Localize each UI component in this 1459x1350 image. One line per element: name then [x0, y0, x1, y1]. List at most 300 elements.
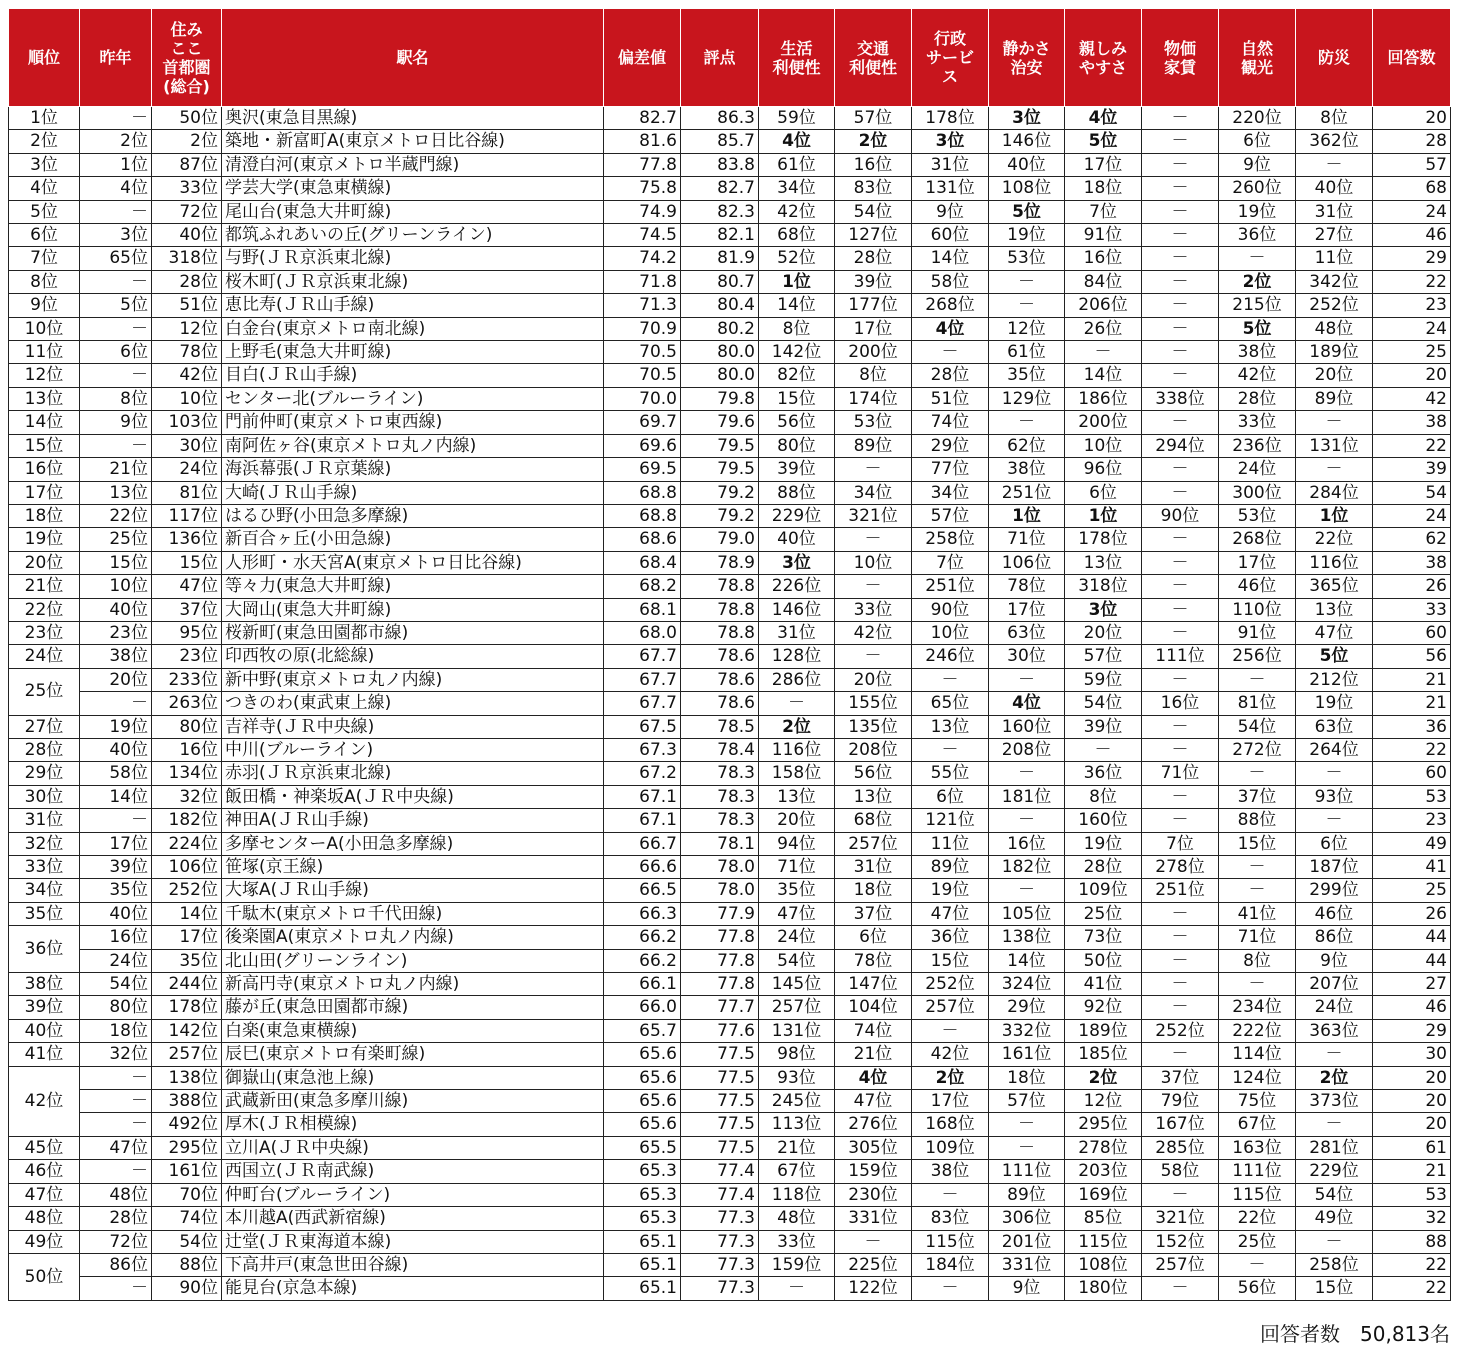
cell-n: 23: [1373, 809, 1451, 832]
cell-sumi: 244位: [152, 973, 222, 996]
cell-station: 多摩センターA(小田急多摩線): [222, 832, 604, 855]
table-row: [9, 575, 1451, 598]
cell-sumi: 35位: [152, 949, 222, 972]
cell-rank: 4位: [9, 177, 80, 200]
cell-n: 29: [1373, 1019, 1451, 1042]
cell-station: 白金台(東京メトロ南北線): [222, 317, 604, 340]
cell-quiet: －: [989, 1113, 1065, 1136]
cell-disaster: －: [1296, 809, 1373, 832]
cell-sumi: 28位: [152, 270, 222, 293]
cell-n: 25: [1373, 341, 1451, 364]
cell-rank: 48位: [9, 1207, 80, 1230]
cell-disaster: 11位: [1296, 247, 1373, 270]
cell-life: 71位: [759, 856, 835, 879]
cell-life: 33位: [759, 1230, 835, 1253]
cell-sumi: 388位: [152, 1090, 222, 1113]
cell-nature: 220位: [1219, 107, 1296, 130]
cell-score: 78.8: [681, 575, 759, 598]
cell-price: －: [1142, 341, 1219, 364]
cell-nature: 114位: [1219, 1043, 1296, 1066]
cell-nature: －: [1219, 762, 1296, 785]
cell-friend: 39位: [1065, 715, 1142, 738]
table-row: [9, 1090, 1451, 1113]
cell-friend: 4位: [1065, 107, 1142, 130]
cell-admin: 14位: [912, 247, 989, 270]
cell-prev: 8位: [80, 387, 152, 410]
cell-quiet: 160位: [989, 715, 1065, 738]
table-row: [9, 387, 1451, 410]
cell-dev: 65.3: [604, 1207, 681, 1230]
cell-admin: －: [912, 738, 989, 761]
cell-score: 78.0: [681, 856, 759, 879]
cell-prev: －: [80, 364, 152, 387]
cell-price: 251位: [1142, 879, 1219, 902]
cell-sumi: 47位: [152, 575, 222, 598]
cell-dev: 70.0: [604, 387, 681, 410]
cell-rank: 13位: [9, 387, 80, 410]
cell-admin: 58位: [912, 270, 989, 293]
cell-disaster: 15位: [1296, 1277, 1373, 1300]
cell-trans: 208位: [835, 738, 912, 761]
cell-nature: －: [1219, 856, 1296, 879]
cell-trans: 135位: [835, 715, 912, 738]
cell-dev: 65.3: [604, 1160, 681, 1183]
cell-quiet: 9位: [989, 1277, 1065, 1300]
cell-life: 47位: [759, 902, 835, 925]
cell-price: 152位: [1142, 1230, 1219, 1253]
cell-life: 286位: [759, 668, 835, 691]
cell-price: 278位: [1142, 856, 1219, 879]
cell-trans: 174位: [835, 387, 912, 410]
cell-friend: 12位: [1065, 1090, 1142, 1113]
cell-trans: 122位: [835, 1277, 912, 1300]
cell-price: －: [1142, 1277, 1219, 1300]
cell-dev: 81.6: [604, 130, 681, 153]
cell-price: －: [1142, 809, 1219, 832]
cell-prev: 1位: [80, 153, 152, 176]
cell-rank: 27位: [9, 715, 80, 738]
cell-score: 78.1: [681, 832, 759, 855]
cell-admin: 17位: [912, 1090, 989, 1113]
cell-friend: 14位: [1065, 364, 1142, 387]
cell-dev: 66.2: [604, 949, 681, 972]
cell-sumi: 50位: [152, 107, 222, 130]
cell-friend: 13位: [1065, 551, 1142, 574]
cell-price: 71位: [1142, 762, 1219, 785]
cell-admin: 51位: [912, 387, 989, 410]
cell-disaster: 93位: [1296, 785, 1373, 808]
cell-quiet: 105位: [989, 902, 1065, 925]
cell-friend: 18位: [1065, 177, 1142, 200]
table-row: [9, 1019, 1451, 1042]
cell-disaster: 9位: [1296, 949, 1373, 972]
cell-nature: 17位: [1219, 551, 1296, 574]
cell-trans: 331位: [835, 1207, 912, 1230]
cell-prev: 5位: [80, 294, 152, 317]
cell-station: 吉祥寺(ＪＲ中央線): [222, 715, 604, 738]
cell-station: 千駄木(東京メトロ千代田線): [222, 902, 604, 925]
cell-n: 32: [1373, 1207, 1451, 1230]
cell-disaster: 40位: [1296, 177, 1373, 200]
cell-friend: 2位: [1065, 1066, 1142, 1089]
cell-price: 321位: [1142, 1207, 1219, 1230]
cell-admin: 246位: [912, 645, 989, 668]
cell-quiet: 12位: [989, 317, 1065, 340]
cell-life: 61位: [759, 153, 835, 176]
cell-life: 113位: [759, 1113, 835, 1136]
cell-station: 辻堂(ＪＲ東海道本線): [222, 1230, 604, 1253]
cell-quiet: 251位: [989, 481, 1065, 504]
cell-admin: 34位: [912, 481, 989, 504]
cell-trans: 17位: [835, 317, 912, 340]
table-row: [9, 1136, 1451, 1159]
cell-quiet: 63位: [989, 621, 1065, 644]
cell-friend: 57位: [1065, 645, 1142, 668]
cell-life: 146位: [759, 598, 835, 621]
cell-dev: 75.8: [604, 177, 681, 200]
cell-dev: 66.0: [604, 996, 681, 1019]
cell-nature: 22位: [1219, 1207, 1296, 1230]
cell-life: －: [759, 1277, 835, 1300]
cell-n: 20: [1373, 1090, 1451, 1113]
cell-admin: 184位: [912, 1253, 989, 1276]
cell-score: 79.2: [681, 504, 759, 527]
cell-disaster: 24位: [1296, 996, 1373, 1019]
table-row: [9, 107, 1451, 130]
cell-life: 245位: [759, 1090, 835, 1113]
cell-life: 67位: [759, 1160, 835, 1183]
cell-price: －: [1142, 575, 1219, 598]
cell-rank: 1位: [9, 107, 80, 130]
table-row: [9, 1183, 1451, 1206]
cell-price: －: [1142, 481, 1219, 504]
cell-prev: －: [80, 1090, 152, 1113]
cell-station: 御嶽山(東急池上線): [222, 1066, 604, 1089]
cell-admin: 115位: [912, 1230, 989, 1253]
cell-station: 南阿佐ヶ谷(東京メトロ丸ノ内線): [222, 434, 604, 457]
cell-n: 61: [1373, 1136, 1451, 1159]
cell-quiet: 138位: [989, 926, 1065, 949]
cell-prev: 14位: [80, 785, 152, 808]
cell-nature: 71位: [1219, 926, 1296, 949]
cell-life: 56位: [759, 411, 835, 434]
cell-trans: 155位: [835, 692, 912, 715]
cell-disaster: 373位: [1296, 1090, 1373, 1113]
cell-admin: 251位: [912, 575, 989, 598]
cell-rank: 8位: [9, 270, 80, 293]
cell-life: 98位: [759, 1043, 835, 1066]
cell-rank: 23位: [9, 621, 80, 644]
cell-sumi: 87位: [152, 153, 222, 176]
cell-quiet: 324位: [989, 973, 1065, 996]
cell-dev: 65.7: [604, 1019, 681, 1042]
cell-n: 21: [1373, 668, 1451, 691]
cell-sumi: 257位: [152, 1043, 222, 1066]
ranking-table: [8, 8, 1451, 1301]
cell-prev: 38位: [80, 645, 152, 668]
cell-admin: 178位: [912, 107, 989, 130]
cell-dev: 68.0: [604, 621, 681, 644]
cell-life: 21位: [759, 1136, 835, 1159]
cell-disaster: 363位: [1296, 1019, 1373, 1042]
cell-price: －: [1142, 551, 1219, 574]
cell-dev: 66.1: [604, 973, 681, 996]
cell-station: 桜新町(東急田園都市線): [222, 621, 604, 644]
cell-prev: 23位: [80, 621, 152, 644]
cell-n: 38: [1373, 411, 1451, 434]
cell-disaster: 5位: [1296, 645, 1373, 668]
cell-rank: 46位: [9, 1160, 80, 1183]
cell-prev: 20位: [80, 668, 152, 691]
table-row: [9, 177, 1451, 200]
cell-nature: －: [1219, 1253, 1296, 1276]
cell-dev: 68.6: [604, 528, 681, 551]
cell-n: 60: [1373, 762, 1451, 785]
cell-prev: －: [80, 1277, 152, 1300]
cell-quiet: 161位: [989, 1043, 1065, 1066]
cell-dev: 67.2: [604, 762, 681, 785]
cell-admin: －: [912, 341, 989, 364]
cell-price: 257位: [1142, 1253, 1219, 1276]
cell-admin: 2位: [912, 1066, 989, 1089]
cell-station: 本川越A(西武新宿線): [222, 1207, 604, 1230]
cell-price: －: [1142, 270, 1219, 293]
cell-trans: 57位: [835, 107, 912, 130]
cell-n: 56: [1373, 645, 1451, 668]
cell-price: －: [1142, 528, 1219, 551]
cell-n: 38: [1373, 551, 1451, 574]
cell-prev: 40位: [80, 598, 152, 621]
table-row: [9, 1043, 1451, 1066]
cell-prev: 21位: [80, 458, 152, 481]
cell-disaster: 264位: [1296, 738, 1373, 761]
cell-admin: 74位: [912, 411, 989, 434]
cell-price: 294位: [1142, 434, 1219, 457]
cell-trans: －: [835, 528, 912, 551]
cell-life: －: [759, 692, 835, 715]
cell-price: 167位: [1142, 1113, 1219, 1136]
cell-friend: 26位: [1065, 317, 1142, 340]
header-deviation: 偏差値: [604, 9, 681, 107]
cell-dev: 65.3: [604, 1183, 681, 1206]
cell-disaster: －: [1296, 458, 1373, 481]
cell-sumi: 14位: [152, 902, 222, 925]
cell-score: 86.3: [681, 107, 759, 130]
cell-n: 54: [1373, 481, 1451, 504]
cell-sumi: 182位: [152, 809, 222, 832]
cell-prev: －: [80, 809, 152, 832]
cell-price: －: [1142, 294, 1219, 317]
cell-prev: 28位: [80, 1207, 152, 1230]
table-row: [9, 504, 1451, 527]
cell-price: －: [1142, 247, 1219, 270]
table-row: [9, 598, 1451, 621]
cell-prev: －: [80, 1113, 152, 1136]
cell-rank: 17位: [9, 481, 80, 504]
cell-price: －: [1142, 949, 1219, 972]
table-row: [9, 785, 1451, 808]
cell-friend: 295位: [1065, 1113, 1142, 1136]
header-prev-year: 昨年: [80, 9, 152, 107]
cell-station: 藤が丘(東急田園都市線): [222, 996, 604, 1019]
cell-admin: 90位: [912, 598, 989, 621]
table-row: [9, 1066, 1451, 1089]
cell-friend: 92位: [1065, 996, 1142, 1019]
cell-n: 44: [1373, 926, 1451, 949]
cell-nature: 260位: [1219, 177, 1296, 200]
cell-friend: 20位: [1065, 621, 1142, 644]
table-row: [9, 832, 1451, 855]
cell-disaster: 365位: [1296, 575, 1373, 598]
cell-dev: 74.2: [604, 247, 681, 270]
cell-nature: 215位: [1219, 294, 1296, 317]
cell-prev: 17位: [80, 832, 152, 855]
cell-dev: 68.1: [604, 598, 681, 621]
table-row: [9, 153, 1451, 176]
table-row: [9, 1160, 1451, 1183]
cell-quiet: 17位: [989, 598, 1065, 621]
cell-sumi: 161位: [152, 1160, 222, 1183]
cell-trans: －: [835, 1230, 912, 1253]
cell-nature: 256位: [1219, 645, 1296, 668]
cell-rank: 47位: [9, 1183, 80, 1206]
cell-life: 229位: [759, 504, 835, 527]
cell-life: 142位: [759, 341, 835, 364]
cell-nature: 9位: [1219, 153, 1296, 176]
cell-friend: 318位: [1065, 575, 1142, 598]
cell-quiet: 18位: [989, 1066, 1065, 1089]
cell-price: －: [1142, 715, 1219, 738]
cell-score: 78.9: [681, 551, 759, 574]
cell-life: 93位: [759, 1066, 835, 1089]
cell-dev: 67.5: [604, 715, 681, 738]
cell-trans: 47位: [835, 1090, 912, 1113]
cell-score: 77.5: [681, 1043, 759, 1066]
cell-sumi: 80位: [152, 715, 222, 738]
cell-trans: 68位: [835, 809, 912, 832]
cell-station: 新百合ヶ丘(小田急線): [222, 528, 604, 551]
cell-sumi: 54位: [152, 1230, 222, 1253]
cell-prev: 32位: [80, 1043, 152, 1066]
cell-dev: 69.6: [604, 434, 681, 457]
cell-station: 厚木(ＪＲ相模線): [222, 1113, 604, 1136]
cell-quiet: 106位: [989, 551, 1065, 574]
cell-friend: 36位: [1065, 762, 1142, 785]
cell-rank: 42位: [9, 1066, 80, 1136]
cell-trans: －: [835, 645, 912, 668]
cell-trans: 33位: [835, 598, 912, 621]
cell-friend: 7位: [1065, 200, 1142, 223]
cell-disaster: 48位: [1296, 317, 1373, 340]
cell-sumi: 30位: [152, 434, 222, 457]
cell-quiet: 3位: [989, 107, 1065, 130]
respondent-count: 回答者数 50,813名: [1260, 1322, 1450, 1346]
cell-rank: 5位: [9, 200, 80, 223]
cell-admin: 31位: [912, 153, 989, 176]
cell-n: 33: [1373, 598, 1451, 621]
cell-station: 下高井戸(東急世田谷線): [222, 1253, 604, 1276]
cell-dev: 67.3: [604, 738, 681, 761]
cell-prev: 40位: [80, 902, 152, 925]
cell-friend: 108位: [1065, 1253, 1142, 1276]
cell-rank: 9位: [9, 294, 80, 317]
cell-nature: 28位: [1219, 387, 1296, 410]
cell-rank: 10位: [9, 317, 80, 340]
cell-n: 22: [1373, 1253, 1451, 1276]
cell-trans: 34位: [835, 481, 912, 504]
cell-life: 24位: [759, 926, 835, 949]
cell-price: －: [1142, 902, 1219, 925]
cell-admin: 77位: [912, 458, 989, 481]
cell-nature: 111位: [1219, 1160, 1296, 1183]
cell-friend: 109位: [1065, 879, 1142, 902]
cell-score: 77.4: [681, 1183, 759, 1206]
cell-disaster: 54位: [1296, 1183, 1373, 1206]
cell-trans: 10位: [835, 551, 912, 574]
cell-life: 88位: [759, 481, 835, 504]
cell-dev: 69.7: [604, 411, 681, 434]
cell-nature: 91位: [1219, 621, 1296, 644]
cell-life: 3位: [759, 551, 835, 574]
cell-disaster: －: [1296, 762, 1373, 785]
cell-station: 武蔵新田(東急多摩川線): [222, 1090, 604, 1113]
cell-sumi: 12位: [152, 317, 222, 340]
cell-score: 77.3: [681, 1230, 759, 1253]
cell-life: 13位: [759, 785, 835, 808]
cell-station: 飯田橋・神楽坂A(ＪＲ中央線): [222, 785, 604, 808]
cell-dev: 65.6: [604, 1066, 681, 1089]
cell-quiet: 30位: [989, 645, 1065, 668]
cell-trans: 257位: [835, 832, 912, 855]
cell-trans: 4位: [835, 1066, 912, 1089]
cell-admin: 60位: [912, 224, 989, 247]
cell-friend: 189位: [1065, 1019, 1142, 1042]
cell-nature: 37位: [1219, 785, 1296, 808]
cell-trans: 276位: [835, 1113, 912, 1136]
header-row: [9, 9, 1451, 107]
cell-rank: 22位: [9, 598, 80, 621]
cell-nature: 268位: [1219, 528, 1296, 551]
cell-quiet: 111位: [989, 1160, 1065, 1183]
cell-disaster: 86位: [1296, 926, 1373, 949]
cell-dev: 66.5: [604, 879, 681, 902]
cell-score: 77.5: [681, 1066, 759, 1089]
cell-disaster: 189位: [1296, 341, 1373, 364]
cell-score: 78.8: [681, 598, 759, 621]
cell-rank: 34位: [9, 879, 80, 902]
header-quiet: 静かさ 治安: [989, 9, 1065, 107]
cell-friend: 115位: [1065, 1230, 1142, 1253]
cell-admin: 168位: [912, 1113, 989, 1136]
cell-nature: 53位: [1219, 504, 1296, 527]
cell-station: 与野(ＪＲ京浜東北線): [222, 247, 604, 270]
cell-dev: 65.1: [604, 1277, 681, 1300]
cell-station: 目白(ＪＲ山手線): [222, 364, 604, 387]
cell-station: 上野毛(東急大井町線): [222, 341, 604, 364]
cell-n: 44: [1373, 949, 1451, 972]
cell-sumi: 10位: [152, 387, 222, 410]
table-row: [9, 645, 1451, 668]
cell-prev: 10位: [80, 575, 152, 598]
cell-price: －: [1142, 411, 1219, 434]
cell-price: 16位: [1142, 692, 1219, 715]
cell-score: 78.8: [681, 621, 759, 644]
cell-disaster: 49位: [1296, 1207, 1373, 1230]
cell-score: 77.6: [681, 1019, 759, 1042]
cell-station: 大崎(ＪＲ山手線): [222, 481, 604, 504]
cell-quiet: 5位: [989, 200, 1065, 223]
cell-admin: 7位: [912, 551, 989, 574]
